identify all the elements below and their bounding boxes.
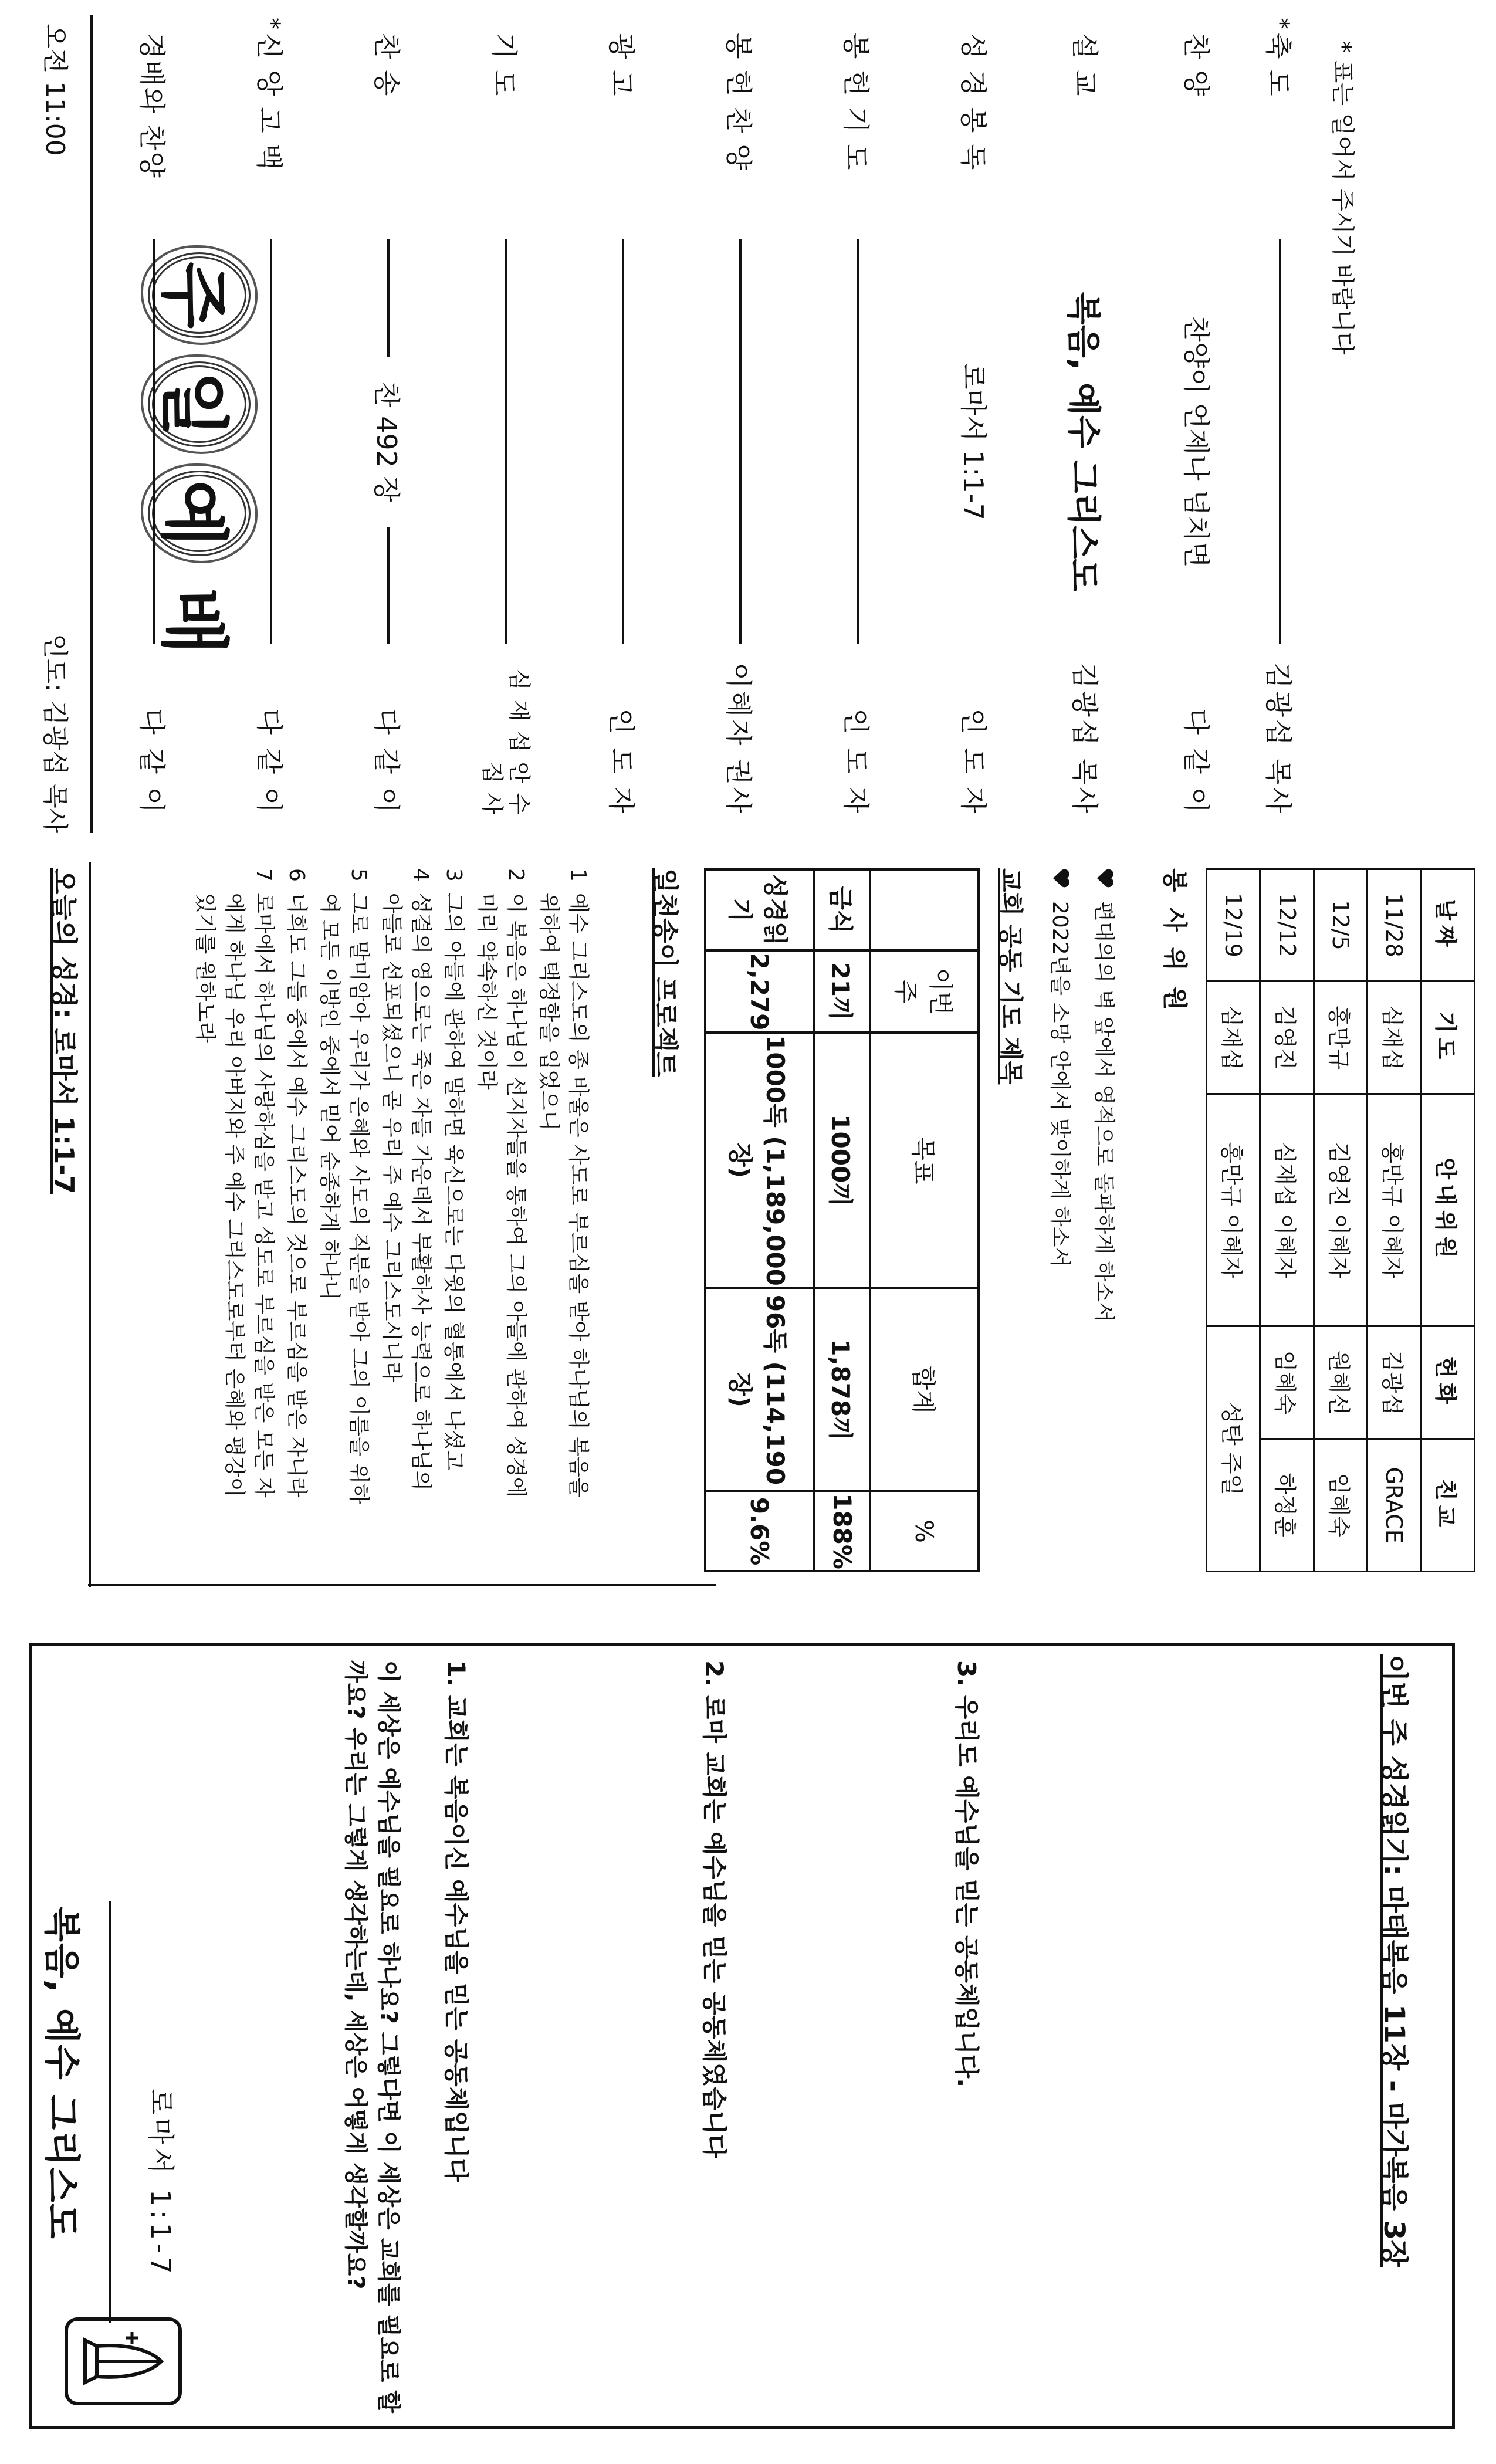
order-detail: 로마서 1:1-7 bbox=[957, 363, 989, 520]
standing-mark: * bbox=[258, 18, 285, 29]
order-label: 기 도 bbox=[488, 33, 520, 97]
table-row bbox=[1314, 869, 1367, 1572]
table-header: 헌화 bbox=[1421, 1326, 1474, 1439]
verse-text: 예수 그리스도의 종 바울은 사도로 부르심을 받아 하나님의 복음을 bbox=[566, 893, 590, 1498]
verse-text: 그로 말미암아 우리가 은혜와 사도의 직분을 받아 그의 이름을 위하 bbox=[347, 893, 371, 1504]
servants-title: 봉 사 위 원 bbox=[1160, 868, 1189, 1014]
leader-line bbox=[270, 239, 272, 644]
table-cell: 김광섭 bbox=[1368, 1326, 1421, 1439]
service-leader: 인도: 김광섭 목사 bbox=[40, 634, 70, 834]
prayer-item bbox=[1091, 868, 1121, 1322]
title-char: 예 bbox=[148, 471, 251, 556]
sermon-intro: 이 세상은 예수님을 필요로 하나요? 그렇다면 이 세상은 교회를 필요로 할까요? 우리는 그렇게 생각하는데, 세상은 어떻게 생각할까요? bbox=[342, 1660, 402, 2414]
table-cell: 188% bbox=[814, 1491, 871, 1571]
table-cell: 12/19 bbox=[1207, 869, 1260, 981]
verse-text: 로마에서 하나님의 사랑하심을 받고 성도로 부르심을 받은 모든 자 bbox=[252, 893, 276, 1498]
order-person: 다 같 이 bbox=[1180, 708, 1212, 816]
verse bbox=[190, 868, 278, 1572]
table-cell: 1000끼 bbox=[814, 1033, 871, 1288]
table-cell: 12/5 bbox=[1314, 869, 1367, 981]
sermon-notes-panel bbox=[29, 1643, 1455, 2429]
standing-note: * 표는 일어서 주시기 바랍니다 bbox=[1329, 41, 1356, 355]
order-label: 봉 헌 찬 양 bbox=[723, 33, 754, 171]
table-cell: 성경읽기 bbox=[705, 869, 814, 950]
standing-mark: * bbox=[1267, 18, 1294, 29]
order-row bbox=[360, 18, 417, 815]
title-char: 주 bbox=[148, 252, 251, 338]
order-row bbox=[126, 18, 182, 815]
sermon-passage: 로마서 1:1-7 bbox=[145, 2089, 177, 2277]
table-row bbox=[1207, 869, 1260, 1572]
table-cell: 원혜선 bbox=[1314, 1326, 1367, 1439]
weekly-reading: 이번 주 성경읽기: 마태복음 11장 - 마가복음 3장 bbox=[1377, 1654, 1410, 2267]
table-cell: GRACE bbox=[1368, 1439, 1421, 1572]
table-row bbox=[1421, 869, 1474, 1572]
order-label: 축 도 bbox=[1263, 33, 1294, 97]
table-cell: 하정훈 bbox=[1260, 1439, 1314, 1572]
verse-number: 5 bbox=[347, 868, 371, 882]
order-row bbox=[1252, 18, 1308, 815]
order-label: 설 교 bbox=[1069, 33, 1101, 97]
order-person: 다 같 이 bbox=[253, 708, 285, 815]
title-char: 배 bbox=[153, 587, 234, 655]
table-header: 합계 bbox=[870, 1288, 979, 1491]
table-cell: 금식 bbox=[814, 869, 871, 950]
verse-number: 4 bbox=[409, 868, 433, 882]
table-row bbox=[814, 869, 871, 1571]
table-cell: 11/28 bbox=[1368, 869, 1421, 981]
table-cell: 임혜숙 bbox=[1260, 1326, 1314, 1439]
table-header: 기도 bbox=[1421, 981, 1474, 1094]
praying-hands-icon bbox=[73, 2326, 173, 2397]
service-time: 오전 11:00 bbox=[40, 23, 70, 156]
table-cell: 심재섭 bbox=[1207, 981, 1260, 1094]
verse-text: 그의 아들에 관하여 말하면 육신으로는 다윗의 혈통에서 나셨고 bbox=[442, 893, 466, 1471]
order-person: 인 도 자 bbox=[605, 708, 637, 815]
verse-text: 성결의 영으로는 죽은 자들 가운데서 부활하사 능력으로 하나님의 bbox=[409, 893, 433, 1491]
praying-hands-logo bbox=[65, 2317, 182, 2405]
table-header: % bbox=[870, 1491, 979, 1571]
verse-text: 있기를 원하노라 bbox=[193, 893, 217, 1043]
table-cell: 홍만규 이혜자 bbox=[1207, 1094, 1260, 1326]
table-cell: 심재섭 이혜자 bbox=[1260, 1094, 1314, 1326]
prayer-text: 편대의의 벽 앞에서 영적으로 돌파하게 하소서 bbox=[1092, 901, 1116, 1322]
order-person: 이혜자 권사 bbox=[723, 662, 754, 815]
title-char: 일 bbox=[148, 361, 251, 447]
order-row bbox=[1058, 18, 1115, 815]
verse-number: 7 bbox=[252, 868, 276, 882]
verse bbox=[282, 868, 311, 1572]
table-row bbox=[870, 869, 979, 1571]
scripture-side-rule bbox=[88, 1584, 716, 1586]
order-label: 찬 양 bbox=[1180, 33, 1212, 97]
table-row bbox=[705, 869, 814, 1571]
verse-text: 미리 약속하신 것이라 bbox=[475, 893, 499, 1090]
table-header: 안내위원 bbox=[1421, 1094, 1474, 1326]
order-row bbox=[595, 18, 651, 815]
table-cell: 김영진 bbox=[1260, 981, 1314, 1094]
sermon-point: 2. 로마 교회는 예수님을 믿는 공동체였습니다 bbox=[700, 1660, 729, 2158]
verse-text: 너희도 그들 중에서 예수 그리스도의 것으로 부르심을 받은 자니라 bbox=[285, 893, 309, 1498]
scripture-rule bbox=[89, 862, 91, 1587]
prayer-item bbox=[1047, 868, 1077, 1267]
leader-line bbox=[739, 239, 742, 644]
leader-line bbox=[857, 239, 859, 644]
sermon-point: 3. 우리도 예수님을 믿는 공동체입니다. bbox=[952, 1660, 981, 2088]
table-header: 날짜 bbox=[1421, 869, 1474, 981]
project-title: 일천송이 프로젝트 bbox=[650, 868, 680, 1077]
table-cell: 김영진 이혜자 bbox=[1314, 1094, 1367, 1326]
verse bbox=[534, 868, 593, 1572]
sermon-title-line: 복음, 예수 그리스도 bbox=[1064, 292, 1104, 592]
verse-text: 이 복음은 하나님이 선지자들을 통하여 그의 아들에 관하여 성경에 bbox=[504, 893, 528, 1498]
table-cell: 1000독 (1,189,000장) bbox=[705, 1033, 814, 1288]
scripture-verses bbox=[100, 868, 593, 1572]
table-row bbox=[1260, 869, 1314, 1572]
order-detail: 찬양이 언제나 넘치면 bbox=[1180, 316, 1212, 568]
verse-number: 1 bbox=[566, 868, 590, 882]
table-header: 친교 bbox=[1421, 1439, 1474, 1572]
order-label: 성 경 봉 독 bbox=[957, 33, 989, 171]
verse bbox=[472, 868, 530, 1572]
verse-text: 아들로 선포되셨으니 곧 우리 주 예수 그리스도시니라 bbox=[380, 893, 404, 1382]
verse bbox=[314, 868, 373, 1572]
table-cell: 성탄 주일 bbox=[1207, 1326, 1260, 1572]
sermon-title: 복음, 예수 그리스도 bbox=[40, 1907, 83, 2240]
order-label: 광 고 bbox=[605, 33, 637, 97]
leader-line bbox=[505, 239, 507, 644]
verse bbox=[377, 868, 435, 1572]
scripture-title: 오늘의 성경: 로마서 1:1-7 bbox=[48, 868, 80, 1194]
table-cell: 21끼 bbox=[814, 950, 871, 1033]
order-row bbox=[1170, 18, 1226, 815]
table-cell: 심재섭 bbox=[1368, 981, 1421, 1094]
order-person: 김광섭 목사 bbox=[1263, 662, 1294, 815]
leader-line bbox=[387, 527, 390, 644]
order-row bbox=[478, 18, 534, 815]
order-row bbox=[243, 18, 299, 815]
order-row bbox=[830, 18, 886, 815]
sermon-rule bbox=[109, 1901, 111, 2323]
verse-text: 여 모든 이방인 중에서 믿어 순종하게 하나니 bbox=[317, 893, 341, 1301]
order-row bbox=[947, 18, 1003, 815]
order-label: 경배와 찬양 bbox=[136, 33, 168, 179]
verse-number: 2 bbox=[504, 868, 528, 882]
order-person: 심 재 섭 안 수 집 사 bbox=[479, 669, 532, 815]
order-label: 봉 헌 기 도 bbox=[840, 33, 872, 171]
table-header: 목표 bbox=[870, 1033, 979, 1288]
heart-icon bbox=[1052, 868, 1071, 888]
order-label: 찬 송 bbox=[371, 33, 402, 97]
sermon-point: 1. 교회는 복음이신 예수님을 믿는 공동체입니다 bbox=[442, 1660, 471, 2182]
table-cell: 1,878끼 bbox=[814, 1288, 871, 1491]
verse-number: 3 bbox=[442, 868, 466, 882]
leader-line bbox=[387, 239, 390, 357]
prayer-text: 2022년을 소망 안에서 맞이하게 하소서 bbox=[1048, 901, 1072, 1268]
verse-number: 6 bbox=[285, 868, 309, 882]
table-header: 이번 주 bbox=[870, 950, 979, 1033]
table-cell: 임혜숙 bbox=[1314, 1439, 1367, 1572]
order-person: 인 도 자 bbox=[957, 708, 989, 816]
heart-icon bbox=[1096, 868, 1115, 888]
verse-text: 에게 하나님 우리 아버지와 주 예수 그리스도로부터 은혜와 평강이 bbox=[222, 893, 246, 1498]
verse-text: 위하여 택정함을 입었으니 bbox=[537, 893, 561, 1131]
verse bbox=[439, 868, 468, 1572]
order-person: 인 도 자 bbox=[840, 708, 872, 815]
table-cell: 12/12 bbox=[1260, 869, 1314, 981]
order-detail: 찬 492 장 bbox=[371, 381, 402, 502]
order-person: 다 같 이 bbox=[371, 708, 402, 816]
project-table bbox=[704, 868, 980, 1572]
order-person: 다 같 이 bbox=[136, 708, 168, 815]
prayer-title: 교회 공동 기도 제목 bbox=[996, 868, 1025, 1085]
table-cell: 홍만규 이혜자 bbox=[1368, 1094, 1421, 1326]
table-cell: 96독 (114,190장) bbox=[705, 1288, 814, 1491]
table-cell: 2,279 bbox=[705, 950, 814, 1033]
table-cell: 홍만규 bbox=[1314, 981, 1367, 1094]
order-row bbox=[712, 18, 769, 815]
servants-table bbox=[1206, 868, 1475, 1572]
leader-line bbox=[622, 239, 624, 644]
leader-line bbox=[1279, 239, 1281, 644]
table-cell: 9.6% bbox=[705, 1491, 814, 1571]
leader-line bbox=[153, 239, 155, 644]
header-rule bbox=[90, 15, 93, 833]
order-person: 김광섭 목사 bbox=[1069, 662, 1101, 815]
order-label: 신 앙 고 백 bbox=[253, 33, 285, 171]
table-row bbox=[1368, 869, 1421, 1572]
table-header bbox=[870, 869, 979, 950]
